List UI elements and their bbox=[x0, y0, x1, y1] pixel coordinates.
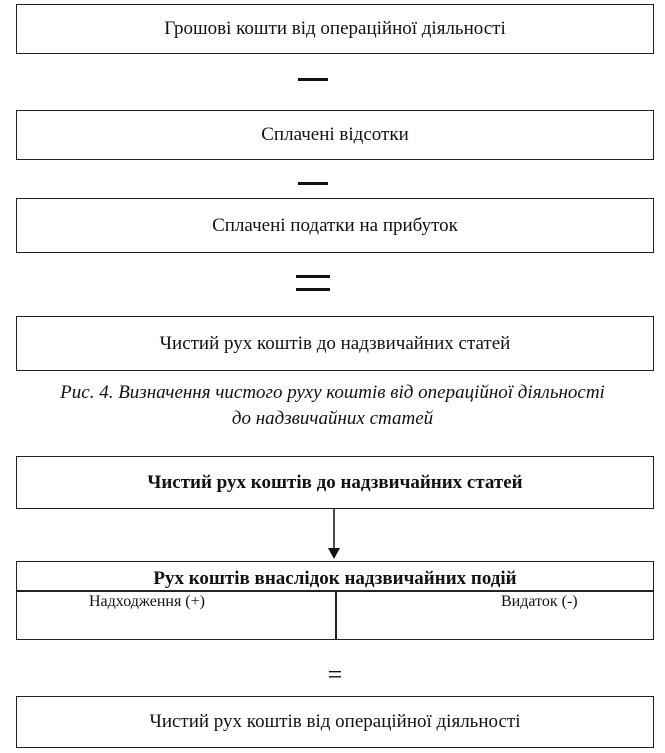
minus-sign-1 bbox=[298, 78, 328, 81]
box-net-before-extraordinary-2 bbox=[16, 456, 654, 509]
figure-caption-line1: Рис. 4. Визначення чистого руху коштів від операційної діяльності bbox=[60, 382, 605, 403]
expense-label: Видаток (-) bbox=[501, 593, 578, 610]
box-extraordinary-events bbox=[16, 561, 654, 640]
box-operating-cash bbox=[16, 4, 654, 54]
extraordinary-events-title: Рух коштів внаслідок надзвичайних подій bbox=[153, 568, 517, 589]
box-net-before-extraordinary-2-label: Чистий рух коштів до надзвичайних статей bbox=[147, 471, 523, 493]
box-interest-paid bbox=[16, 110, 654, 160]
equals-sign-1-top bbox=[296, 275, 330, 278]
box-net-before-extraordinary-label: Чистий рух коштів до надзвичайних статей bbox=[159, 332, 511, 354]
income-label: Надходження (+) bbox=[89, 593, 205, 610]
equals-sign-1-bottom bbox=[296, 288, 330, 291]
box-income-tax-paid-label: Сплачені податки на прибуток bbox=[212, 214, 458, 236]
box-net-before-extraordinary bbox=[16, 316, 654, 371]
figure-caption bbox=[0, 380, 665, 432]
box-net-operating-cash-label: Чистий рух коштів від операційної діяльності bbox=[149, 711, 521, 732]
events-divider-vertical bbox=[335, 590, 337, 639]
box-income-tax-paid bbox=[16, 198, 654, 253]
down-arrow bbox=[324, 508, 344, 560]
minus-sign-2 bbox=[298, 182, 328, 185]
box-operating-cash-label: Грошові кошти від операційної діяльності bbox=[164, 18, 506, 39]
box-interest-paid-label: Сплачені відсотки bbox=[261, 124, 409, 145]
figure-caption-line2: до надзвичайних статей bbox=[231, 408, 434, 429]
box-net-operating-cash bbox=[16, 696, 654, 748]
equals-sign-2: = bbox=[327, 660, 343, 689]
